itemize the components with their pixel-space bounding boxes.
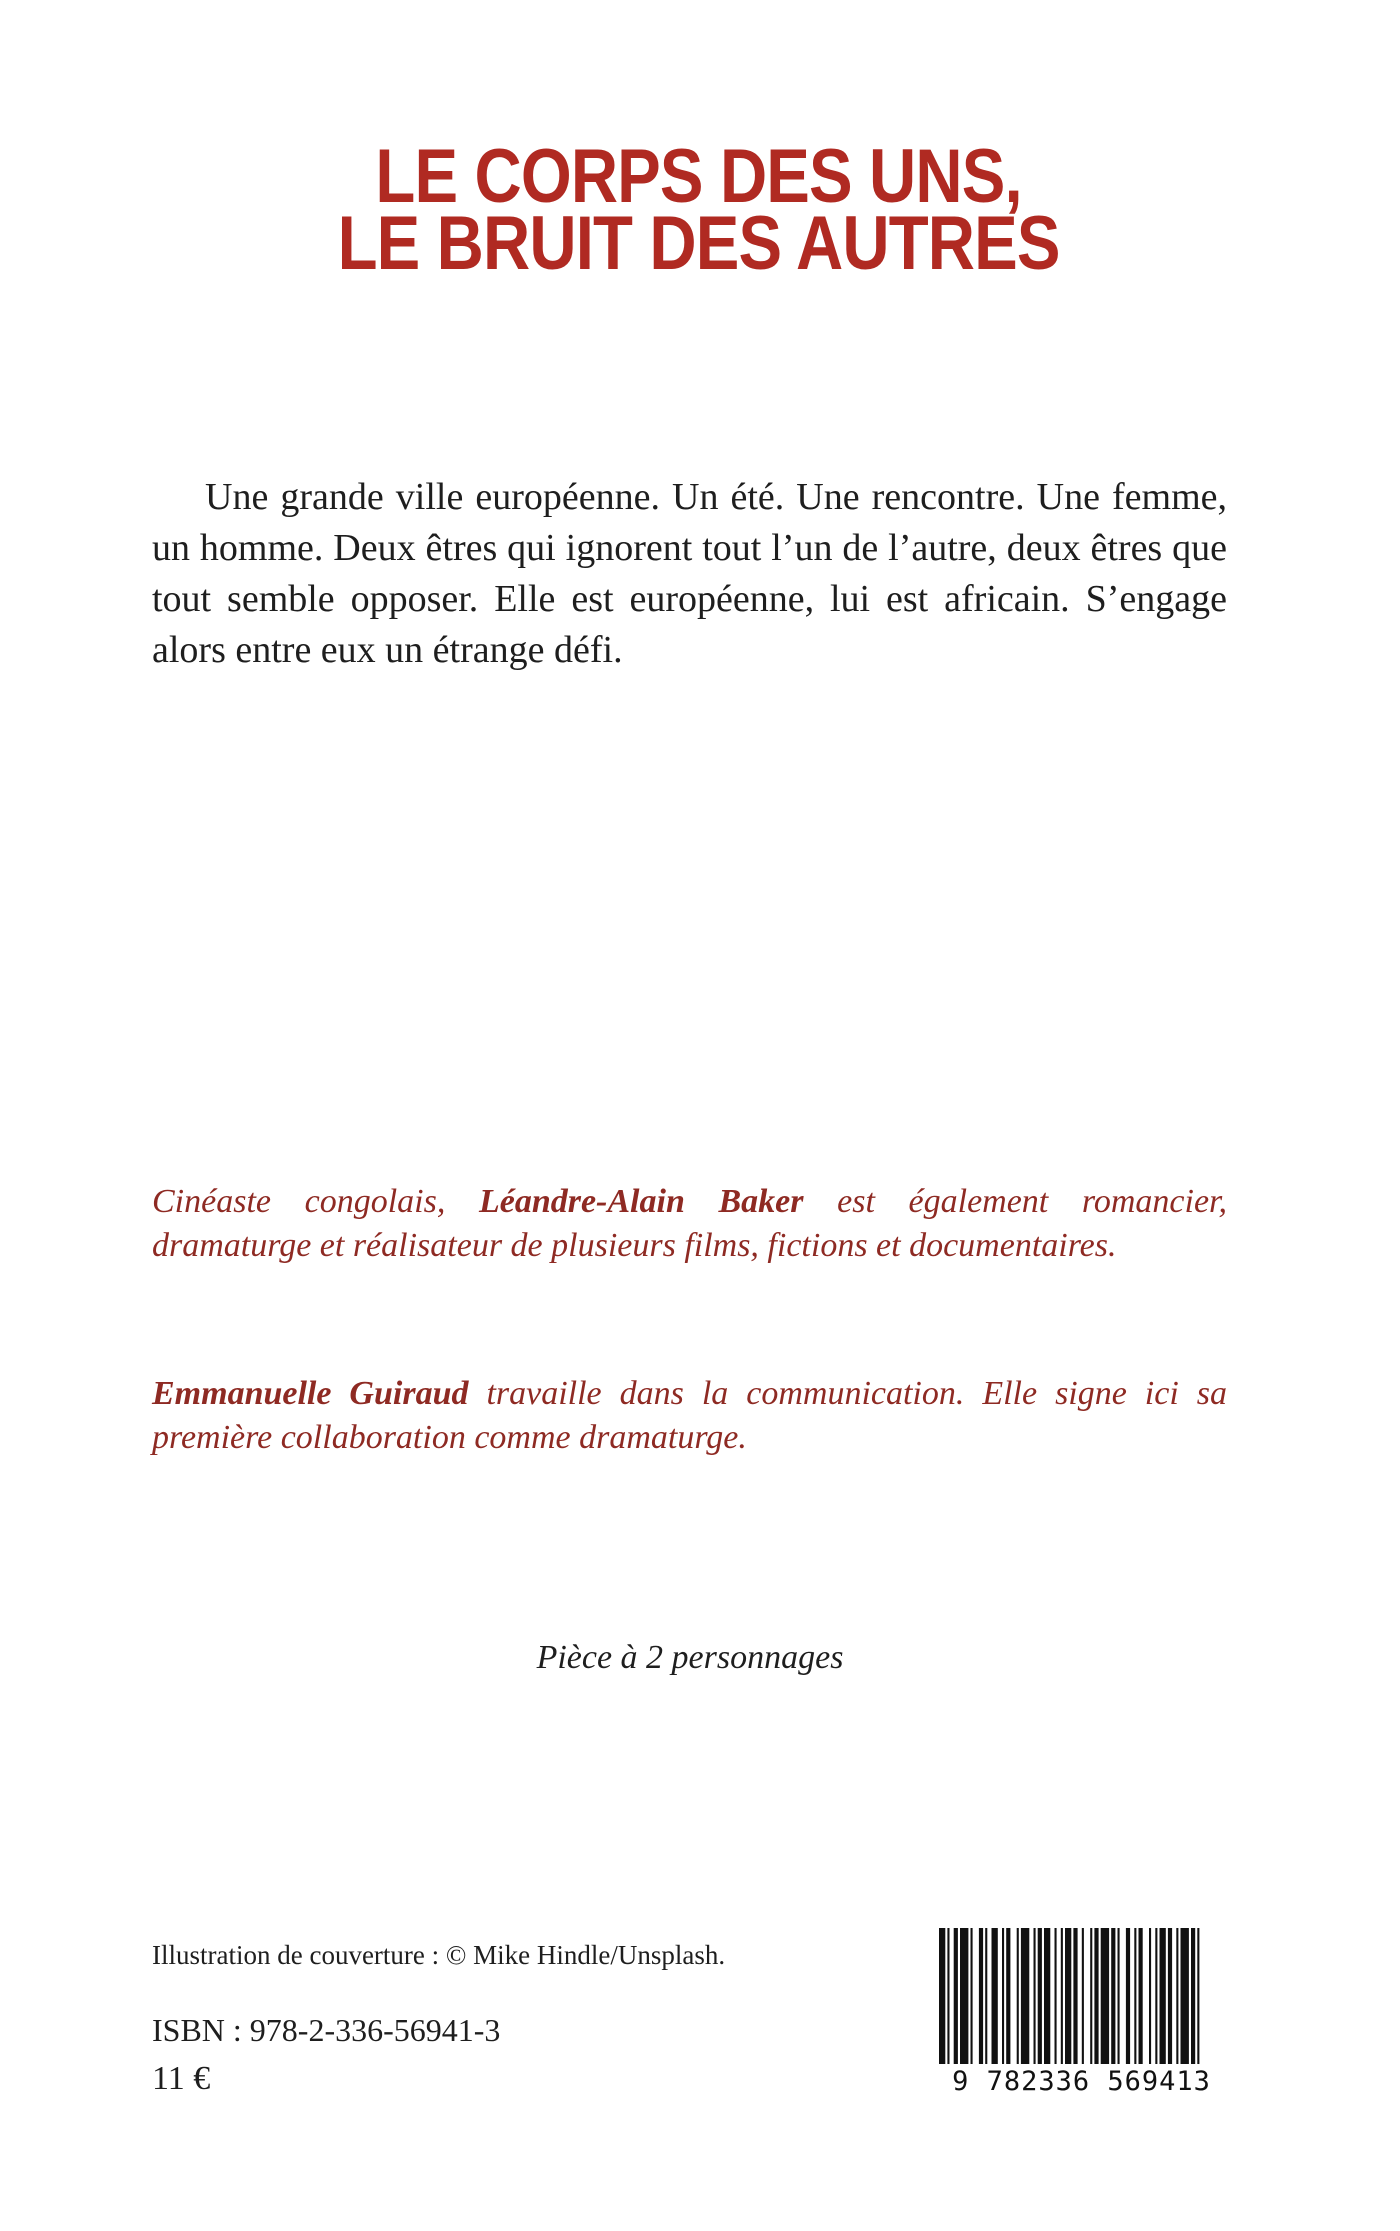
author-bio-guiraud — [152, 1372, 1227, 1460]
isbn: ISBN : 978-2-336-56941-3 — [152, 2012, 501, 2048]
bio-text-before: Cinéaste congolais, — [152, 1183, 479, 1220]
barcode — [935, 1928, 1228, 2100]
author-name-guiraud: Emmanuelle Guiraud — [152, 1375, 469, 1412]
price: 11 € — [152, 2060, 211, 2097]
bio-text-after: travaille dans la communication. Elle signe ici sa première collaboration comme dramaturge. — [152, 1375, 1227, 1456]
cast-note: Pièce à 2 personnages — [536, 1639, 844, 1676]
synopsis: Une grande ville européenne. Un été. Une rencontre. Une femme, un homme. Deux êtres qui ignorent tout l’un de l’autre, deux êtres que tout semble opposer. Elle est européenne, lui est africain. S’engage alors entre eux un étrange défi. — [152, 476, 1227, 671]
illustration-credit: Illustration de couverture : © Mike Hindle/Unsplash. — [152, 1940, 726, 1970]
book-title-line-2: LE BRUIT DES AUTRES — [337, 201, 1060, 286]
book-title-line-1: LE CORPS DES UNS, — [375, 134, 1022, 219]
author-bio-baker — [152, 1180, 1227, 1268]
barcode-digits: 9 782336 569413 — [935, 2064, 1228, 2100]
bio-text-after: est également romancier, dramaturge et réalisateur de plusieurs films, fictions et documentaires. — [152, 1183, 1227, 1264]
author-name-baker: Léandre-Alain Baker — [478, 1183, 804, 1220]
